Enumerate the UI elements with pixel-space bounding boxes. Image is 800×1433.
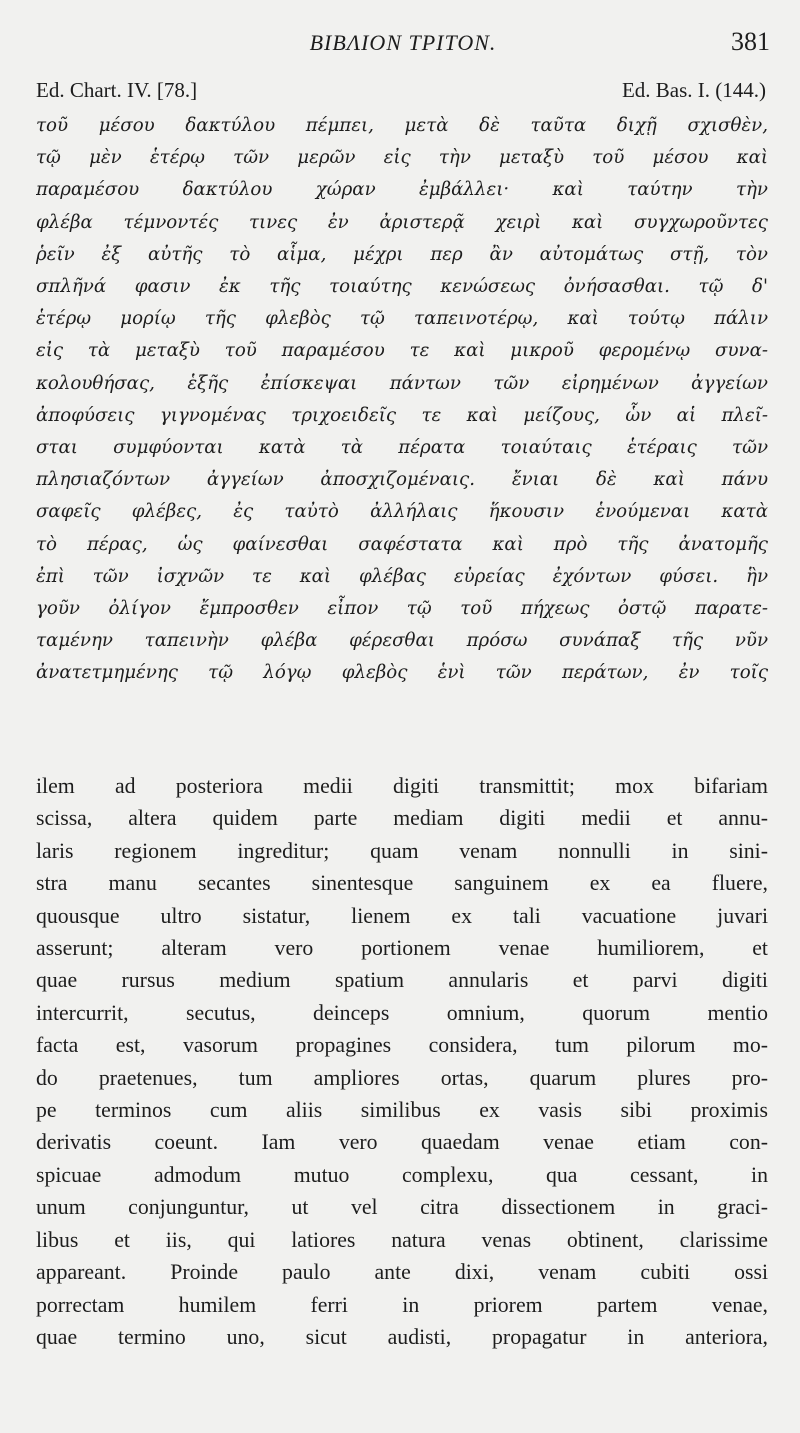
greek-text-line: κολουθήσας, ἑξῆς ἐπίσκεψαι πάντων τῶν εἰρημένων ἀγγείων [36,372,768,394]
page-number: 381 [731,27,770,56]
greek-text-line: ἑτέρῳ μορίῳ τῆς φλεβὸς τῷ ταπεινοτέρῳ, καὶ τούτῳ πάλιν [36,308,768,330]
latin-text-line: quae rursus medium spatium annularis et parvi digiti [36,968,768,993]
latin-text-line: appareant. Proinde paulo ante dixi, venam cubiti ossi [36,1260,768,1285]
latin-text-line: pe terminos cum aliis similibus ex vasis sibi proximis [36,1098,768,1123]
greek-text-line: σπλῆνά φασιν ἐκ τῆς τοιαύτης κενώσεως ὀνήσασθαι. τῷ δ' [36,276,768,298]
latin-text-line: spicuae admodum mutuo complexu, qua cessant, in [36,1162,768,1187]
edition-references [36,78,766,106]
greek-text-line: τὸ πέρας, ὡς φαίνεσθαι σαφέστατα καὶ πρὸ τῆς ἀνατομῆς [36,533,768,555]
greek-text-line: σαφεῖς φλέβες, ἐς ταὐτὸ ἀλλήλαις ἥκουσιν ἑνούμεναι κατὰ [36,501,768,523]
greek-text-line: σται συμφύονται κατὰ τὰ πέρατα τοιαύταις ἑτέραις τῶν [36,437,768,459]
latin-text-line: ilem ad posteriora medii digiti transmittit; mox bifariam [36,774,768,798]
latin-text-line: porrectam humilem ferri in priorem partem venae, [36,1292,768,1317]
greek-text-line: ἐπὶ τῶν ἰσχνῶν τε καὶ φλέβας εὐρείας ἐχόντων φύσει. ἣν [36,565,768,587]
greek-text-line: ταμένην ταπεινὴν φλέβα φέρεσθαι πρόσω συνάπαξ τῆς νῦν [36,630,768,652]
greek-text-line: τῷ μὲν ἑτέρῳ τῶν μερῶν εἰς τὴν μεταξὺ τοῦ μέσου καὶ [36,147,768,169]
latin-text-line: derivatis coeunt. Iam vero quaedam venae etiam con- [36,1130,768,1155]
greek-text-line: τοῦ μέσου δακτύλου πέμπει, μετὰ δὲ ταῦτα διχῇ σχισθὲν, [36,115,768,136]
running-title: BIBΛΙΟΝ ΤΡΙΤΟΝ. [309,30,497,55]
latin-text-line: stra manu secantes sinentesque sanguinem ex ea fluere, [36,871,768,896]
greek-text-line: ἀποφύσεις γιγνομένας τριχοειδεῖς τε καὶ μείζους, ὧν αἱ πλεῖ- [36,404,768,426]
latin-text-line: facta est, vasorum propagines considera, tum pilorum mo- [36,1033,768,1058]
greek-text-line: γοῦν ὀλίγον ἔμπροσθεν εἶπον τῷ τοῦ πήχεως ὀστῷ παρατε- [36,598,768,620]
greek-text-line: ἀνατετμημένης τῷ λόγῳ φλεβὸς ἑνὶ τῶν περάτων, ἐν τοῖς [36,662,768,684]
latin-text-line: do praetenues, tum ampliores ortas, quarum plures pro- [36,1065,768,1090]
latin-text-line: quousque ultro sistatur, lienem ex tali vacuatione juvari [36,903,768,928]
latin-text-line: laris regionem ingreditur; quam venam nonnulli in sini- [36,838,768,863]
latin-text-line: asserunt; alteram vero portionem venae humiliorem, et [36,936,768,961]
latin-text-line: intercurrit, secutus, deinceps omnium, quorum mentio [36,1000,768,1025]
greek-text-line: παραμέσου δακτύλου χώραν ἐμβάλλει· καὶ ταύτην τὴν [36,179,768,201]
edition-chartier-reference: Ed. Chart. IV. [78.] [36,78,198,102]
latin-text-block [36,770,768,1353]
latin-text-line: unum conjunguntur, ut vel citra dissectionem in graci- [36,1195,768,1220]
latin-text-line: scissa, altera quidem parte mediam digiti medii et annu- [36,806,768,831]
greek-text-line: εἰς τὰ μεταξὺ τοῦ παραμέσου τε καὶ μικροῦ φερομένῳ συνα- [36,340,768,362]
edition-basel-reference: Ed. Bas. I. (144.) [621,78,766,102]
greek-text-block [36,110,768,690]
greek-text-line: φλέβα τέμνοντές τινες ἐν ἀριστερᾷ χειρὶ καὶ συγχωροῦντες [36,211,768,233]
greek-text-line: ῥεῖν ἐξ αὐτῆς τὸ αἷμα, μέχρι περ ἂν αὐτομάτως στῇ, τὸν [36,243,768,265]
running-head [36,27,770,60]
latin-text-line: quae termino uno, sicut audisti, propagatur in anteriora, [36,1324,768,1349]
greek-text-line: πλησιαζόντων ἀγγείων ἀποσχιζομέναις. ἔνιαι δὲ καὶ πάνυ [36,469,768,491]
latin-text-line: libus et iis, qui latiores natura venas obtinent, clarissime [36,1227,768,1252]
